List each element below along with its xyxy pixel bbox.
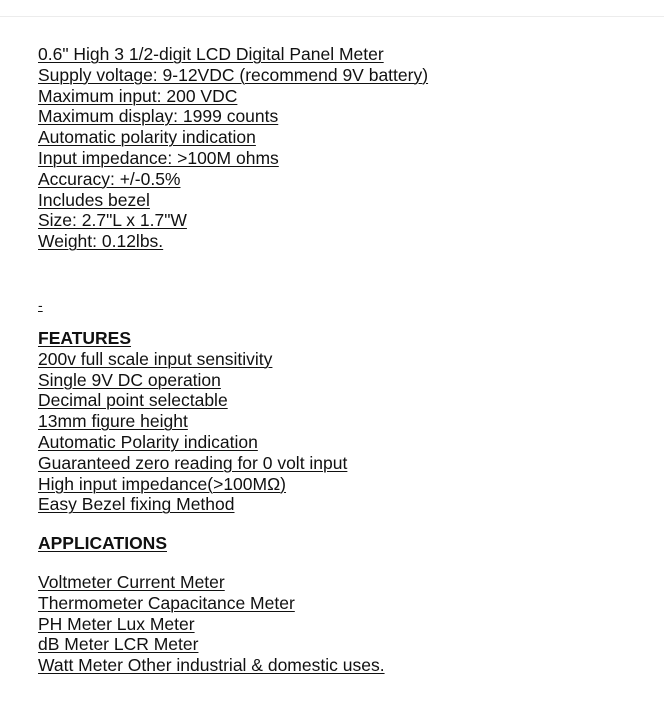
features-heading: FEATURES — [38, 327, 132, 348]
spec-line: Input impedance: >100M ohms — [38, 147, 279, 168]
application-line: PH Meter Lux Meter — [38, 613, 195, 634]
separator-dash-block — [38, 297, 648, 317]
spec-line: Size: 2.7"L x 1.7"W — [38, 210, 187, 231]
spec-line: Includes bezel — [38, 189, 150, 210]
applications-list — [38, 572, 648, 676]
application-line: Thermometer Capacitance Meter — [38, 592, 295, 613]
feature-line: Single 9V DC operation — [38, 369, 221, 390]
spec-line: Maximum display: 1999 counts — [38, 106, 279, 127]
separator-dash: - — [38, 296, 43, 313]
application-line: dB Meter LCR Meter — [38, 634, 199, 655]
spec-line: Automatic polarity indication — [38, 127, 256, 148]
spec-line: Weight: 0.12lbs. — [38, 231, 164, 252]
application-line: Voltmeter Current Meter — [38, 571, 225, 592]
feature-line: High input impedance(>100MΩ) — [38, 473, 287, 494]
feature-line: Automatic Polarity indication — [38, 431, 258, 452]
applications-heading: APPLICATIONS — [38, 533, 167, 554]
product-description — [38, 44, 648, 676]
specs-list — [38, 44, 648, 252]
features-list — [38, 349, 648, 515]
spec-line: Supply voltage: 9-12VDC (recommend 9V battery) — [38, 64, 429, 85]
feature-line: Guaranteed zero reading for 0 volt input — [38, 452, 348, 473]
spec-line: 0.6" High 3 1/2-digit LCD Digital Panel Meter — [38, 44, 384, 64]
feature-line: Easy Bezel fixing Method — [38, 494, 235, 515]
application-line: Watt Meter Other industrial & domestic uses. — [38, 655, 385, 676]
feature-line: 13mm figure height — [38, 411, 188, 432]
feature-line: 200v full scale input sensitivity — [38, 348, 273, 369]
feature-line: Decimal point selectable — [38, 390, 228, 411]
spec-line: Accuracy: +/-0.5% — [38, 168, 181, 189]
top-divider — [0, 16, 664, 17]
spec-line: Maximum input: 200 VDC — [38, 85, 238, 106]
